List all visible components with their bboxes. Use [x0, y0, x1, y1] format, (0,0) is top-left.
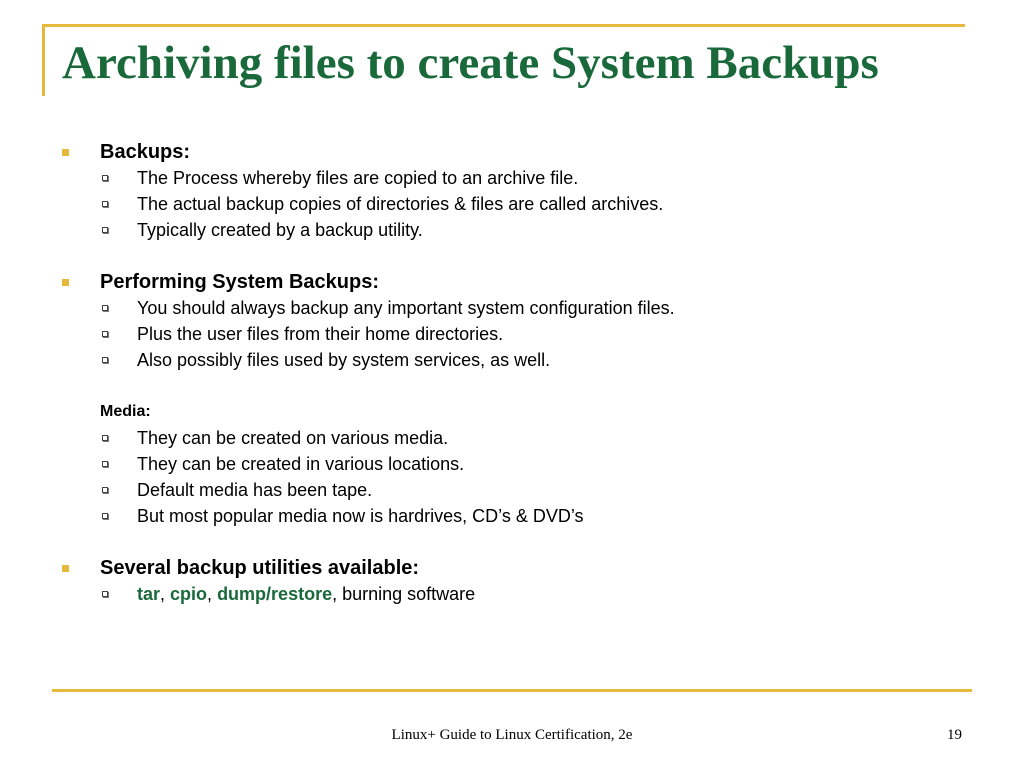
spacer: [62, 529, 982, 555]
hollow-square-bullet-icon: [102, 357, 108, 363]
performing-heading: Performing System Backups:: [100, 271, 379, 293]
sub-bullet: [62, 581, 982, 607]
sub-bullet: [62, 217, 982, 243]
square-bullet-icon: [62, 279, 69, 286]
sub-bullet: [62, 295, 982, 321]
hollow-square-bullet-icon: [102, 487, 108, 493]
backups-heading: Backups:: [100, 141, 191, 163]
hollow-square-bullet-icon: [102, 591, 108, 597]
hollow-square-bullet-icon: [102, 331, 108, 337]
sub-bullet-text: They can be created in various locations.: [137, 454, 465, 474]
dump-restore-command: dump/restore: [217, 584, 333, 604]
sub-bullet-text: The actual backup copies of directories & files are called archives.: [137, 194, 664, 214]
page-number: 19: [947, 727, 962, 743]
sub-bullet-text: Typically created by a backup utility.: [137, 220, 423, 240]
sub-bullet-text: The Process whereby files are copied to an archive file.: [137, 168, 579, 188]
media-heading: Media:: [100, 403, 151, 420]
hollow-square-bullet-icon: [102, 435, 108, 441]
utilities-heading: Several backup utilities available:: [100, 557, 420, 579]
sub-bullet: [62, 425, 982, 451]
slide-title: Archiving files to create System Backups: [62, 37, 879, 89]
hollow-square-bullet-icon: [102, 305, 108, 311]
cpio-command: cpio: [170, 584, 208, 604]
sub-bullet-text: Default media has been tape.: [137, 480, 373, 500]
square-bullet-icon: [62, 149, 69, 156]
hollow-square-bullet-icon: [102, 513, 108, 519]
sub-bullet: [62, 503, 982, 529]
sub-bullet: [62, 321, 982, 347]
footer-text: Linux+ Guide to Linux Certification, 2e: [391, 727, 633, 743]
bottom-border-rule: [52, 689, 972, 692]
sub-bullet: [62, 165, 982, 191]
sub-bullet-text: You should always backup any important system configuration files.: [137, 298, 675, 318]
tar-command: tar: [137, 584, 161, 604]
bullet-utilities: [62, 555, 982, 581]
sub-bullet: [62, 191, 982, 217]
spacer: [62, 373, 982, 399]
spacer: [62, 243, 982, 269]
sub-bullet-text: They can be created on various media.: [137, 428, 449, 448]
hollow-square-bullet-icon: [102, 461, 108, 467]
sub-bullet-text: Also possibly files used by system services, as well.: [137, 350, 551, 370]
separator: ,: [160, 584, 171, 604]
left-border-rule: [42, 24, 45, 96]
sub-bullet: [62, 451, 982, 477]
hollow-square-bullet-icon: [102, 175, 108, 181]
separator: ,: [207, 584, 218, 604]
bullet-performing-backups: [62, 269, 982, 295]
hollow-square-bullet-icon: [102, 201, 108, 207]
sub-bullet-text: Plus the user files from their home directories.: [137, 324, 504, 344]
utilities-rest-text: , burning software: [332, 584, 476, 604]
slide-body: [62, 139, 982, 607]
bullet-backups: [62, 139, 982, 165]
sub-bullet-text: But most popular media now is hardrives, CD’s & DVD’s: [137, 506, 584, 526]
sub-bullet: [62, 477, 982, 503]
top-border-rule: [42, 24, 965, 27]
square-bullet-icon: [62, 565, 69, 572]
hollow-square-bullet-icon: [102, 227, 108, 233]
sub-bullet: [62, 347, 982, 373]
